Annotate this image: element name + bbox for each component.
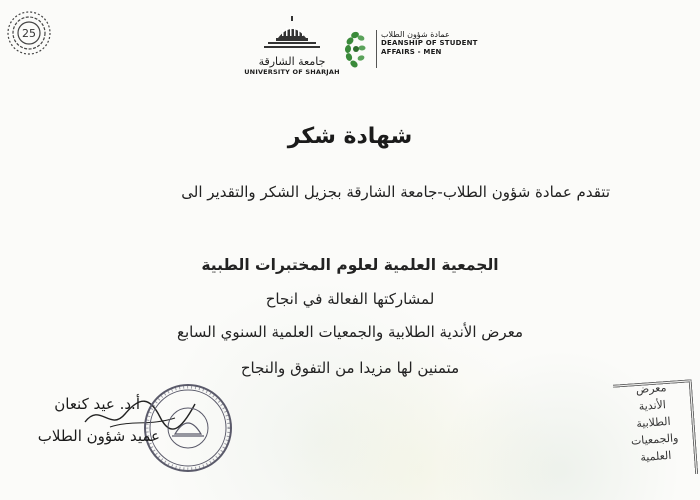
event-line: معرض الأندية الطلابية والجمعيات العلمية السنوي السابع bbox=[177, 323, 523, 341]
university-english-name: UNIVERSITY OF SHARJAH bbox=[244, 68, 340, 76]
expo-logo-frame bbox=[613, 379, 698, 479]
recipient-name: الجمعية العلمية لعلوم المختبرات الطبية bbox=[201, 256, 499, 274]
expo-logo-row: معرض bbox=[635, 381, 667, 397]
university-arabic-name: جامعة الشارقة bbox=[258, 55, 326, 68]
mosque-dome-icon bbox=[262, 16, 322, 50]
logo-divider bbox=[376, 30, 377, 68]
expo-logo-row: الطلابية bbox=[635, 414, 672, 431]
expo-logo-row: والجمعيات bbox=[630, 431, 679, 448]
wishes-line: متمنين لها مزيدا من التفوق والنجاح bbox=[240, 359, 460, 377]
participation-line: لمشاركتها الفعالة في انجاح bbox=[265, 290, 435, 308]
deanship-logo bbox=[343, 30, 483, 70]
certificate-title: شهادة شكر bbox=[287, 124, 413, 149]
certificate-intro: تتقدم عمادة شؤون الطلاب-جامعة الشارقة بجزيل الشكر والتقدير الى bbox=[181, 183, 610, 201]
deanship-arabic-name: عمادة شؤون الطلاب bbox=[381, 30, 450, 39]
deanship-english-line2: AFFAIRS - MEN bbox=[381, 48, 442, 56]
signatory-title: عميد شؤون الطلاب bbox=[37, 427, 160, 445]
signatory-name: أ.د. عيد كنعان bbox=[54, 395, 140, 413]
rosette-25-seal-icon bbox=[6, 10, 52, 56]
calligraphy-expo-logo-icon bbox=[611, 377, 698, 482]
expo-logo-row: الأندية bbox=[638, 398, 667, 413]
seal-number: 25 bbox=[22, 27, 36, 40]
deanship-english-line1: DEANSHIP OF STUDENT bbox=[381, 39, 478, 47]
expo-logo-row: العلمية bbox=[639, 448, 672, 464]
university-logo bbox=[238, 16, 346, 78]
deanship-text bbox=[381, 30, 481, 57]
leaf-wreath-icon bbox=[343, 30, 373, 70]
